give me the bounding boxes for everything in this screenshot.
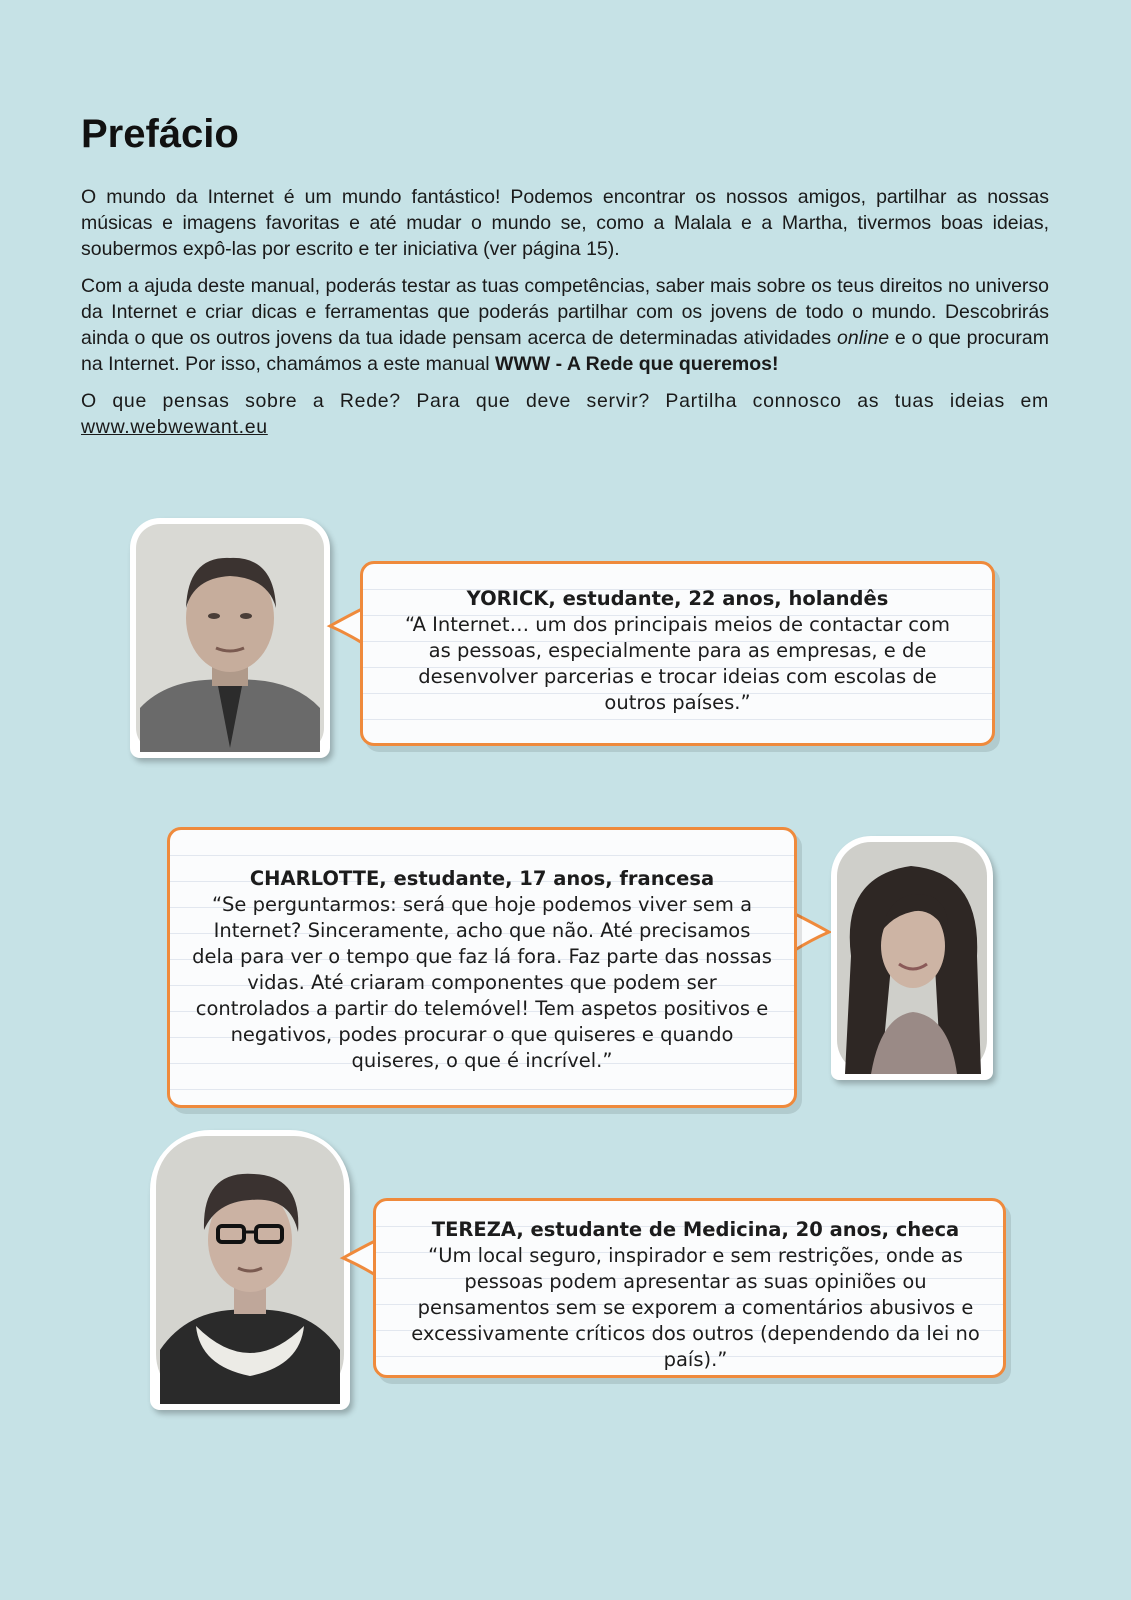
p2-italic: online	[837, 327, 890, 349]
testimonial-bubble-charlotte	[167, 827, 797, 1108]
tereza-photo	[150, 1130, 350, 1410]
intro-text	[81, 184, 1049, 451]
intro-paragraph-1: O mundo da Internet é um mundo fantástico! Podemos encontrar os nossos amigos, partilhar as nossas músicas e imagens favoritas e até mudar o mundo se, como a Malala e a Martha, tivermos boas ideias, soubermos expô-las por escrito e ter iniciativa (ver página 15).	[81, 186, 1049, 260]
intro-paragraph-2	[81, 273, 1049, 377]
p2-text-after: e o que procuram na Internet. Por isso, chamámos a este manual	[81, 327, 1049, 375]
testimonial-bubble-tereza	[373, 1198, 1006, 1378]
yorick-photo	[130, 518, 330, 758]
testimonial-name: CHARLOTTE, estudante, 17 anos, francesa	[249, 867, 715, 890]
intro-paragraph-3	[81, 388, 1049, 440]
bubble-tail	[793, 910, 833, 954]
website-link[interactable]: www.webwewant.eu	[81, 416, 268, 438]
manual-title: WWW - A Rede que queremos!	[495, 353, 779, 375]
testimonial-bubble-yorick	[360, 561, 995, 746]
testimonial-quote: “Se perguntarmos: será que hoje podemos viver sem a Internet? Sinceramente, acho que não. Até precisamos dela para ver o tempo que faz lá fora. Faz parte das nossas vidas. Até criaram componentes que podem ser controlados a partir do telemóvel! Tem aspetos positivos e negativos, podes procurar o que quiseres e quando quiseres, o que é incrível.”	[192, 893, 772, 1072]
p2-text: Com a ajuda deste manual, poderás testar as tuas competências, saber mais sobre os teus direitos no universo da Internet e criar dicas e ferramentas que poderás partilhar com os jovens de todo o mundo. Descobrirás ainda o que os outros jovens da tua idade pensam acerca de determinadas atividades	[81, 275, 1049, 349]
p3-text: O que pensas sobre a Rede? Para que deve servir? Partilha connosco as tuas ideias em	[81, 390, 1049, 412]
page-title: Prefácio	[81, 112, 239, 156]
testimonial-quote: “Um local seguro, inspirador e sem restrições, onde as pessoas podem apresentar as suas opiniões ou pensamentos sem se exporem a comentários abusivos e excessivamente críticos dos outros (dependendo da lei no país).”	[411, 1244, 980, 1371]
charlotte-photo	[831, 836, 993, 1080]
testimonial-name: TEREZA, estudante de Medicina, 20 anos, checa	[431, 1218, 960, 1241]
testimonial-quote: “A Internet… um dos principais meios de contactar com as pessoas, especialmente para as empresas, e de desenvolver parcerias e trocar ideias com escolas de outros países.”	[405, 613, 950, 714]
testimonial-name: YORICK, estudante, 22 anos, holandês	[466, 587, 889, 610]
